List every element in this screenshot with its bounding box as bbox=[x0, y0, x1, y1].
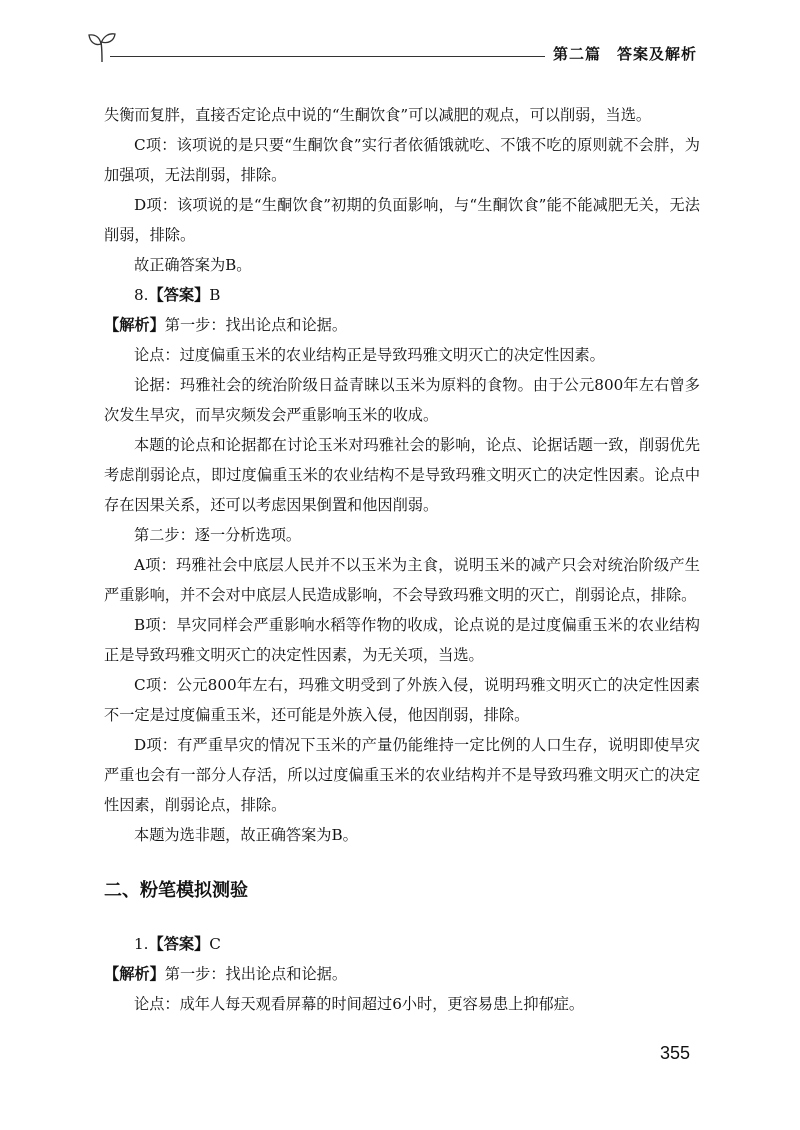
question-1-answer bbox=[104, 929, 700, 959]
question-1-analysis bbox=[104, 959, 700, 989]
paragraph: 论据：玛雅社会的统治阶级日益青睐以玉米为原料的食物。由于公元800年左右曾多次发生旱灾，而旱灾频发会严重影响玉米的收成。 bbox=[104, 376, 700, 424]
question-8-answer bbox=[104, 280, 700, 310]
analysis-tag: 【解析】 bbox=[104, 965, 165, 983]
paragraph: 失衡而复胖，直接否定论点中说的“生酮饮食”可以减肥的观点，可以削弱，当选。 bbox=[104, 106, 652, 124]
answer-tag: 【答案】 bbox=[148, 286, 210, 304]
section-title: 二、粉笔模拟测验 bbox=[104, 880, 248, 901]
paragraph: 故正确答案为B。 bbox=[134, 256, 252, 274]
paragraph: 本题的论点和论据都在讨论玉米对玛雅社会的影响，论点、论据话题一致，削弱优先考虑削弱论点，即过度偏重玉米的农业结构不是导致玛雅文明灭亡的决定性因素。论点中存在因果关系，还可以考虑因果倒置和他因削弱。 bbox=[104, 436, 700, 514]
question-number: 8. bbox=[134, 286, 149, 304]
question-number: 1. bbox=[134, 935, 149, 953]
header-rule bbox=[110, 56, 545, 57]
paragraph: 论点：成年人每天观看屏幕的时间超过6小时，更容易患上抑郁症。 bbox=[134, 995, 585, 1013]
answer-body bbox=[104, 100, 700, 850]
option-d: D项：有严重旱灾的情况下玉米的产量仍能维持一定比例的人口生存，说明即使旱灾严重也会有一部分人存活，所以过度偏重玉米的农业结构并不是导致玛雅文明灭亡的决定性因素，削弱论点，排除。 bbox=[104, 736, 700, 814]
paragraph: 论点：过度偏重玉米的农业结构正是导致玛雅文明灭亡的决定性因素。 bbox=[134, 346, 605, 364]
sprout-icon bbox=[88, 30, 116, 64]
question-8-analysis bbox=[104, 310, 700, 340]
paragraph: 第二步：逐一分析选项。 bbox=[134, 526, 302, 544]
answer-value: C bbox=[209, 935, 221, 953]
paragraph: 本题为选非题，故正确答案为B。 bbox=[134, 826, 358, 844]
option-a: A项：玛雅社会中底层人民并不以玉米为主食，说明玉米的减产只会对统治阶级产生严重影响，并不会对中底层人民造成影响，不会导致玛雅文明的灭亡，削弱论点，排除。 bbox=[104, 556, 700, 604]
question-1-body bbox=[104, 929, 700, 1019]
option-c: C项：公元800年左右，玛雅文明受到了外族入侵，说明玛雅文明灭亡的决定性因素不一定是过度偏重玉米，还可能是外族入侵，他因削弱，排除。 bbox=[104, 676, 700, 724]
paragraph: C项：该项说的是只要“生酮饮食”实行者依循饿就吃、不饿不吃的原则就不会胖，为加强项，无法削弱，排除。 bbox=[104, 136, 700, 184]
analysis-step: 第一步：找出论点和论据。 bbox=[164, 316, 347, 334]
paragraph: D项：该项说的是“生酮饮食”初期的负面影响，与“生酮饮食”能不能减肥无关，无法削弱，排除。 bbox=[104, 196, 700, 244]
option-b: B项：旱灾同样会严重影响水稻等作物的收成，论点说的是过度偏重玉米的农业结构正是导致玛雅文明灭亡的决定性因素，为无关项，当选。 bbox=[104, 616, 700, 664]
page-number: 355 bbox=[660, 1043, 691, 1063]
answer-value: B bbox=[209, 286, 221, 304]
answer-tag: 【答案】 bbox=[148, 935, 210, 953]
analysis-step: 第一步：找出论点和论据。 bbox=[164, 965, 347, 983]
header-title: 第二篇 答案及解析 bbox=[553, 45, 698, 63]
analysis-tag: 【解析】 bbox=[104, 316, 165, 334]
page-header bbox=[0, 0, 800, 80]
